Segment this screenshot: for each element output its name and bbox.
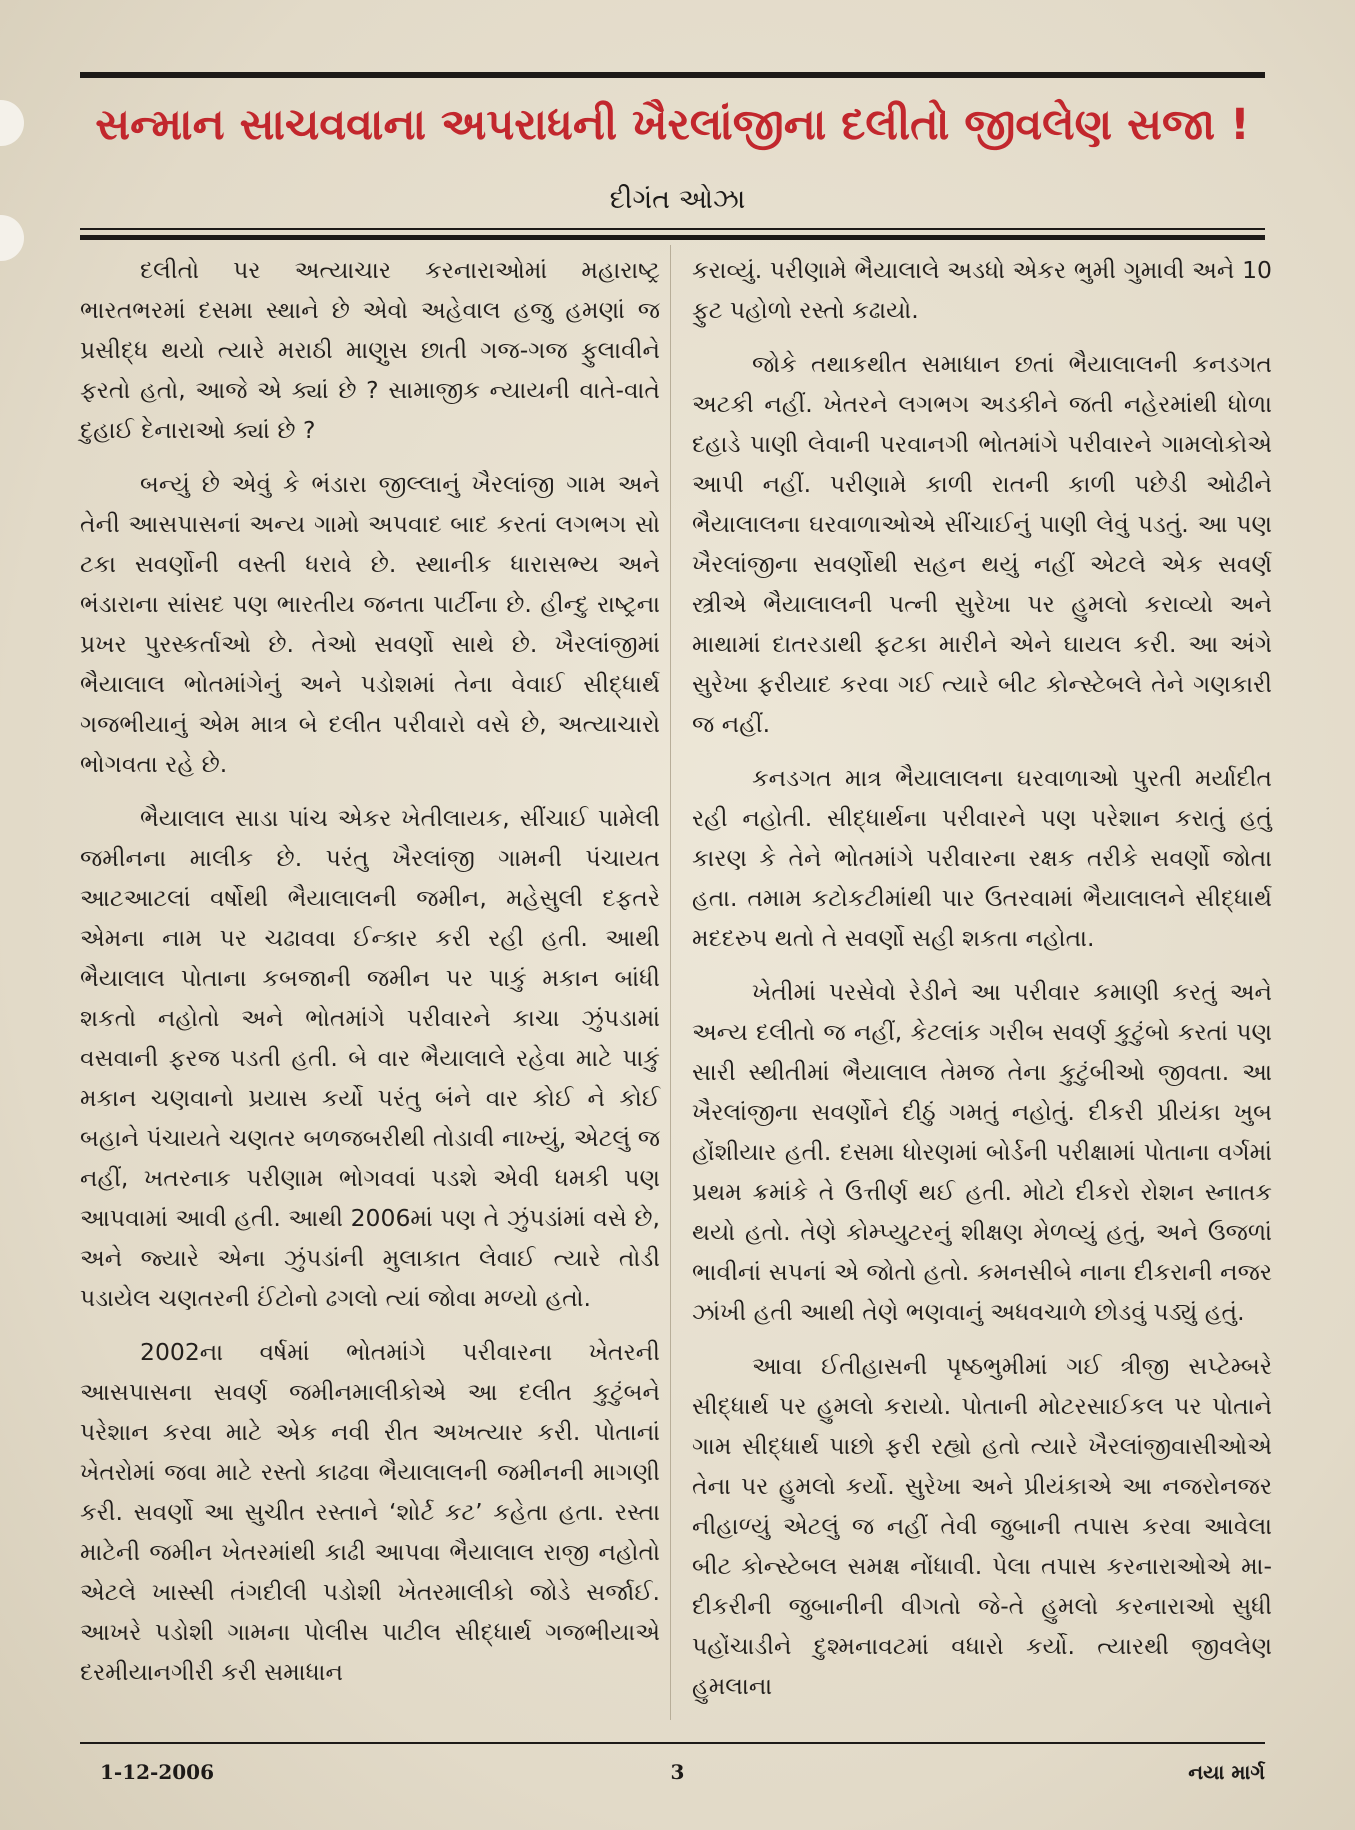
page-number: 3: [670, 1760, 685, 1784]
paragraph: ભૈયાલાલ સાડા પાંચ એકર ખેતીલાયક, સીંચાઈ પામેલી જમીનના માલીક છે. પરંતુ ખૈરલાંજી ગામની પંચાયત આટઆટલાં વર્ષોથી ભૈયાલાલની જમીન, મહેસુલી દફતરે એમના નામ પર ચઢાવવા ઈન્કાર કરી રહી હતી. આથી ભૈયાલાલ પોતાના કબજાની જમીન પર પાકું મકાન બાંધી શકતો નહોતો અને ભોતમાંગે પરીવારને કાચા ઝુંપડામાં વસવાની ફરજ પડતી હતી. બે વાર ભૈયાલાલે રહેવા માટે પાકું મકાન ચણવાનો પ્રયાસ કર્યો પરંતુ બંને વાર કોઈ ને કોઈ બહાને પંચાયતે ચણતર બળજબરીથી તોડાવી નાખ્યું, એટલું જ નહીં, ખતરનાક પરીણામ ભોગવવાં પડશે એવી ધમકી પણ આપવામાં આવી હતી. આથી 2006માં પણ તે ઝુંપડાંમાં વસે છે, અને જ્યારે એના ઝુંપડાંની મુલાકાત લેવાઈ ત્યારે તોડી પડાયેલ ચણતરની ઈંટોનો ઢગલો ત્યાં જોવા મળ્યો હતો.: [80, 804, 660, 1312]
paragraph: ખેતીમાં પરસેવો રેડીને આ પરીવાર કમાણી કરતું અને અન્ય દલીતો જ નહીં, કેટલાંક ગરીબ સવર્ણ કુટુંબો કરતાં પણ સારી સ્થીતીમાં ભૈયાલાલ તેમજ તેના કુટુંબીઓ જીવતા. આ ખૈરલાંજીના સવર્ણોને દીઠું ગમતું નહોતું. દીકરી પ્રીયંકા ખુબ હોંશીયાર હતી. દસમા ધોરણમાં બોર્ડની પરીક્ષામાં પોતાના વર્ગમાં પ્રથમ ક્રમાંકે તે ઉત્તીર્ણ થઈ હતી. મોટો દીકરો રોશન સ્નાતક થયો હતો. તેણે કોમ્પ્યુટરનું શીક્ષણ મેળવ્યું હતું, અને ઉજળાં ભાવીનાં સપનાં એ જોતો હતો. કમનસીબે નાના દીકરાની નજર ઝાંખી હતી આથી તેણે ભણવાનું અધવચાળે છોડવું પડ્યું હતું.: [692, 978, 1272, 1326]
article-author: દીગંત ઓઝા: [609, 184, 746, 215]
left-column: [80, 250, 660, 1706]
header-rule-thick: [80, 235, 1265, 240]
paragraph: 2002ના વર્ષમાં ભોતમાંગે પરીવારના ખેતરની આસપાસના સવર્ણ જમીનમાલીકોએ આ દલીત કુટુંબને પરેશાન કરવા માટે એક નવી રીત અખત્યાર કરી. પોતાનાં ખેતરોમાં જવા માટે રસ્તો કાઢવા ભૈયાલાલની જમીનની માગણી કરી. સવર્ણો આ સુચીત રસ્તાને ‘શોર્ટ કટ’ કહેતા હતા. રસ્તા માટેની જમીન ખેતરમાંથી કાઢી આપવા ભૈયાલાલ રાજી નહોતો એટલે ખાસ્સી તંગદીલી પડોશી ખેતરમાલીકો જોડે સર્જાઈ. આખરે પડોશી ગામના પોલીસ પાટીલ સીદ્ધાર્થ ગજભીયાએ દરમીયાનગીરી કરી સમાધાન: [80, 1338, 660, 1686]
column-divider: [670, 245, 671, 1720]
paragraph: બન્યું છે એવું કે ભંડારા જીલ્લાનું ખૈરલાંજી ગામ અને તેની આસપાસનાં અન્ય ગામો અપવાદ બાદ કરતાં લગભગ સો ટકા સવર્ણોની વસ્તી ધરાવે છે. સ્થાનીક ધારાસભ્ય અને ભંડારાના સાંસદ પણ ભારતીય જનતા પાર્ટીના છે. હીન્દુ રાષ્ટ્રના પ્રખર પુરસ્કર્તાઓ છે. તેઓ સવર્ણો સાથે છે. ખૈરલાંજીમાં ભૈયાલાલ ભોતમાંગેનું અને પડોશમાં તેના વેવાઈ સીદ્ધાર્થ ગજભીયાનું એમ માત્ર બે દલીત પરીવારો વસે છે, અત્યાચારો ભોગવતા રહે છે.: [80, 470, 660, 778]
punch-hole: [0, 215, 24, 261]
paragraph: કરાવ્યું. પરીણામે ભૈયાલાલે અડધો એકર ભુમી ગુમાવી અને 10 ફુટ પહોળો રસ્તો કઢાયો.: [692, 256, 1272, 324]
footer-date: 1-12-2006: [100, 1760, 215, 1784]
header-rule-thin: [80, 228, 1265, 230]
publication-name: નયા માર્ગ: [1188, 1760, 1265, 1784]
paragraph: આવા ઈતીહાસની પૃષ્ઠભુમીમાં ગઈ ત્રીજી સપ્ટેમ્બરે સીદ્ધાર્થ પર હુમલો કરાયો. પોતાની મોટરસાઈકલ પર પોતાને ગામ સીદ્ધાર્થ પાછો ફરી રહ્યો હતો ત્યારે ખૈરલાંજીવાસીઓએ તેના પર હુમલો કર્યો. સુરેખા અને પ્રીયંકાએ આ નજરોનજર નીહાળ્યું એટલું જ નહીં તેવી જુબાની તપાસ કરવા આવેલા બીટ કોન્સ્ટેબલ સમક્ષ નોંધાવી. પેલા તપાસ કરનારાઓએ મા-દીકરીની જુબાનીની વીગતો જે-તે હુમલો કરનારાઓ સુધી પહોંચાડીને દુશ્મનાવટમાં વધારો કર્યો. ત્યારથી જીવલેણ હુમલાના: [692, 1352, 1272, 1700]
right-column: [692, 250, 1272, 1720]
paragraph: જોકે તથાકથીત સમાધાન છતાં ભૈયાલાલની કનડગત અટકી નહીં. ખેતરને લગભગ અડકીને જતી નહેરમાંથી ધોળા દહાડે પાણી લેવાની પરવાનગી ભોતમાંગે પરીવારને ગામલોકોએ આપી નહીં. પરીણામે કાળી રાતની કાળી પછેડી ઓઢીને ભૈયાલાલના ઘરવાળાઓએ સીંચાઈનું પાણી લેવું પડતું. આ પણ ખૈરલાંજીના સવર્ણોથી સહન થયું નહીં એટલે એક સવર્ણ સ્ત્રીએ ભૈયાલાલની પત્ની સુરેખા પર હુમલો કરાવ્યો અને માથામાં દાતરડાથી ફટકા મારીને એને ઘાયલ કરી. આ અંગે સુરેખા ફરીયાદ કરવા ગઈ ત્યારે બીટ કોન્સ્ટેબલે તેને ગણકારી જ નહીં.: [692, 350, 1272, 738]
paragraph: દલીતો પર અત્યાચાર કરનારાઓમાં મહારાષ્ટ્ર ભારતભરમાં દસમા સ્થાને છે એવો અહેવાલ હજુ હમણાં જ પ્રસીદ્ધ થયો ત્યારે મરાઠી માણુસ છાતી ગજ-ગજ ફુલાવીને ફરતો હતો, આજે એ ક્યાં છે ? સામાજીક ન્યાયની વાતે-વાતે દુહાઈ દેનારાઓ ક્યાં છે ?: [80, 256, 660, 444]
punch-hole: [0, 100, 24, 146]
article-title: સન્માન સાચવવાના અપરાધની ખૈરલાંજીના દલીતો જીવલેણ સજા !: [95, 100, 1250, 150]
paragraph: કનડગત માત્ર ભૈયાલાલના ઘરવાળાઓ પુરતી મર્યાદીત રહી નહોતી. સીદ્ધાર્થના પરીવારને પણ પરેશાન કરાતું હતું કારણ કે તેને ભોતમાંગે પરીવારના રક્ષક તરીકે સવર્ણો જોતા હતા. તમામ કટોકટીમાંથી પાર ઉતરવામાં ભૈયાલાલને સીદ્ધાર્થ મદદરુપ થતો તે સવર્ણો સહી શકતા નહોતા.: [692, 764, 1272, 952]
footer-rule: [80, 1742, 1265, 1744]
top-rule: [80, 72, 1265, 78]
